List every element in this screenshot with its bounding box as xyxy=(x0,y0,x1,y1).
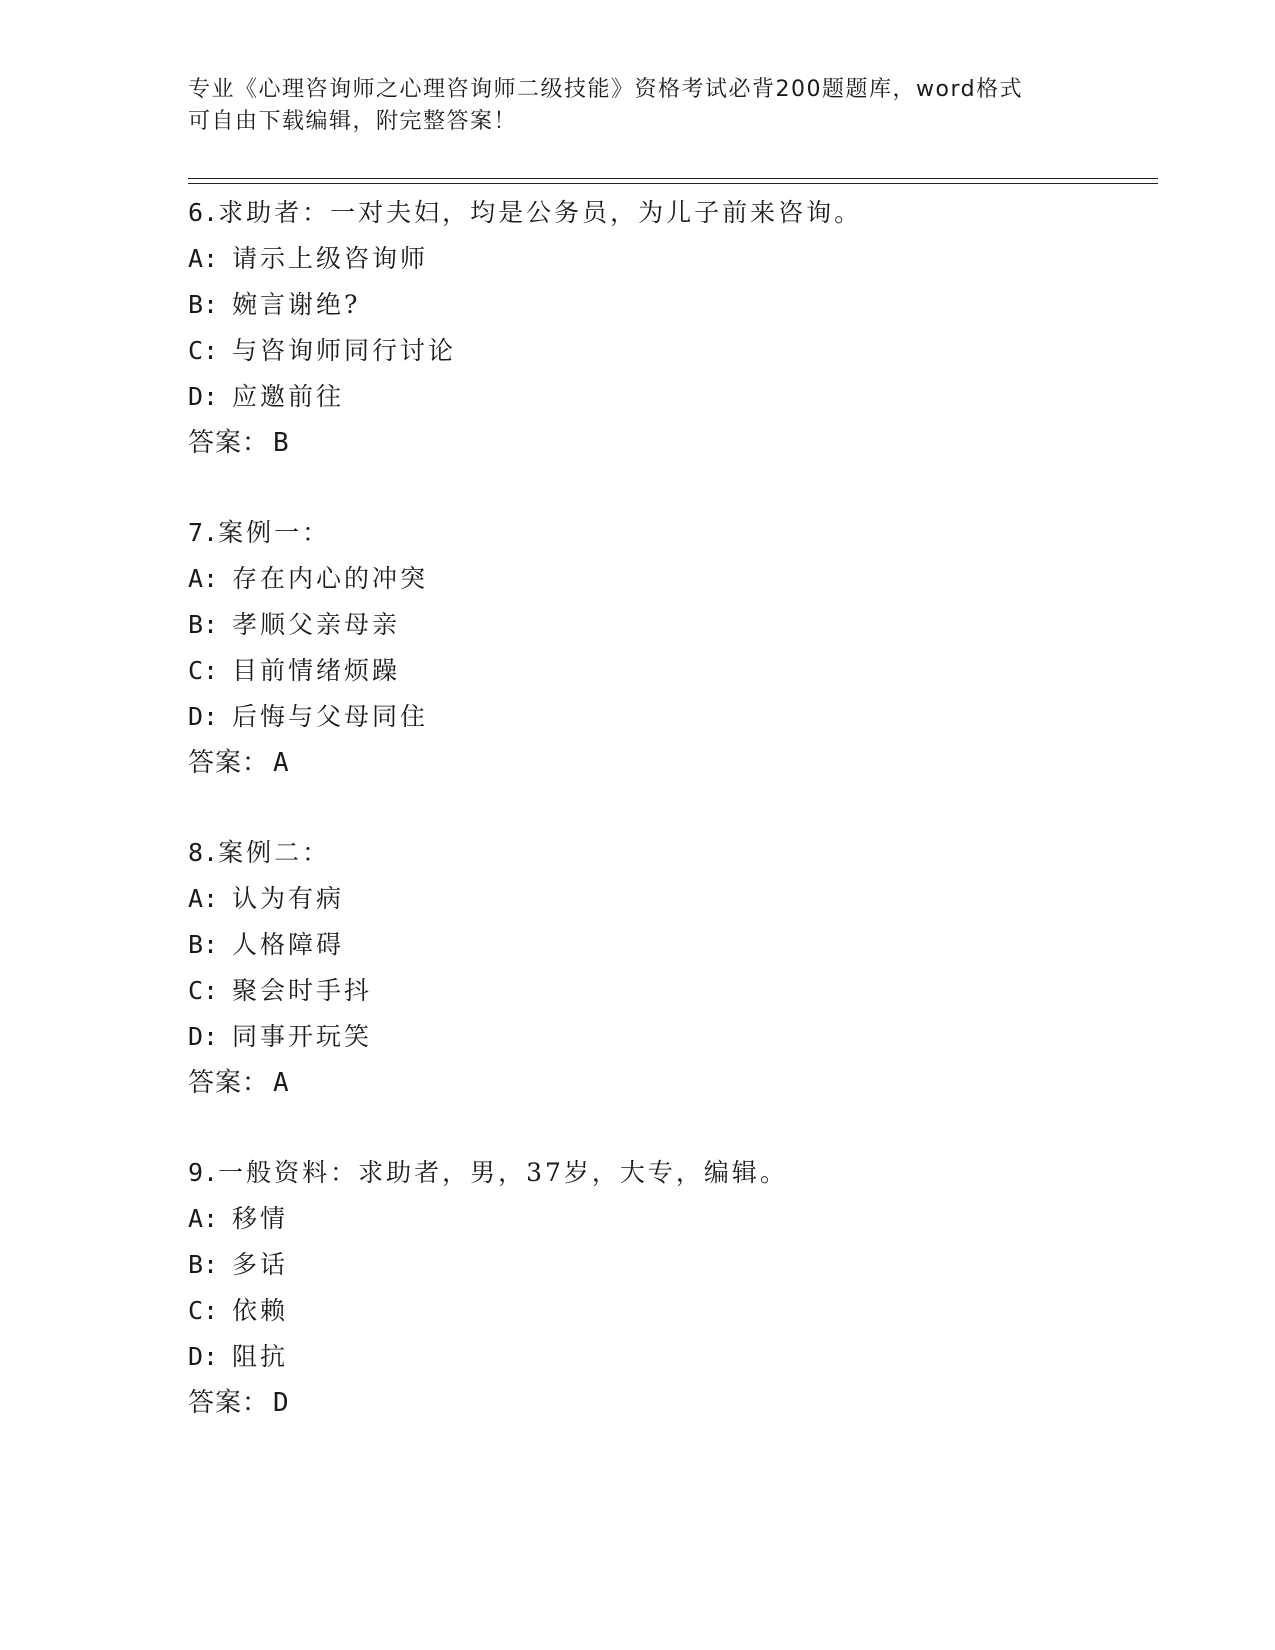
option-c xyxy=(188,328,862,374)
option-text: 聚会时手抖 xyxy=(232,976,373,1005)
option-b xyxy=(188,602,428,648)
question-text: 案例二： xyxy=(218,838,331,867)
option-key: C: xyxy=(188,336,219,365)
option-key: C: xyxy=(188,656,219,685)
header-divider-bottom xyxy=(188,183,1158,184)
option-b xyxy=(188,282,862,328)
option-d xyxy=(188,374,862,420)
option-key: B: xyxy=(188,930,219,959)
answer-line xyxy=(188,1060,372,1106)
question-text: 案例一： xyxy=(218,518,331,547)
question-number: 8. xyxy=(188,838,219,867)
option-a xyxy=(188,876,372,922)
answer-label: 答案： xyxy=(188,1068,270,1098)
answer-line xyxy=(188,420,862,466)
option-key: A: xyxy=(188,244,219,273)
option-c xyxy=(188,648,428,694)
answer-label: 答案： xyxy=(188,1388,270,1418)
option-text: 移情 xyxy=(232,1204,289,1233)
option-key: D: xyxy=(188,1342,219,1371)
question-number: 9. xyxy=(188,1158,219,1187)
question-8 xyxy=(188,830,372,1106)
option-text: 人格障碍 xyxy=(232,930,345,959)
answer-value: D xyxy=(273,1388,290,1418)
option-key: D: xyxy=(188,1022,219,1051)
option-key: D: xyxy=(188,382,219,411)
option-text: 婉言谢绝? xyxy=(232,290,361,319)
option-text: 阻抗 xyxy=(232,1342,289,1371)
question-number: 7. xyxy=(188,518,219,547)
option-d xyxy=(188,694,428,740)
answer-value: A xyxy=(273,748,290,778)
option-text: 应邀前往 xyxy=(232,382,345,411)
option-text: 目前情绪烦躁 xyxy=(232,656,401,685)
question-stem xyxy=(188,190,862,236)
option-d xyxy=(188,1334,788,1380)
option-c xyxy=(188,1288,788,1334)
option-d xyxy=(188,1014,372,1060)
option-key: B: xyxy=(188,1250,219,1279)
option-text: 依赖 xyxy=(232,1296,289,1325)
question-stem xyxy=(188,510,428,556)
option-key: A: xyxy=(188,564,219,593)
option-text: 请示上级咨询师 xyxy=(232,244,429,273)
answer-line xyxy=(188,1380,788,1426)
option-text: 与咨询师同行讨论 xyxy=(232,336,457,365)
question-stem xyxy=(188,830,372,876)
question-6 xyxy=(188,190,862,466)
option-key: D: xyxy=(188,702,219,731)
option-key: C: xyxy=(188,1296,219,1325)
header-line-1: 专业《心理咨询师之心理咨询师二级技能》资格考试必背200题题库，word格式 xyxy=(188,77,1024,102)
question-9 xyxy=(188,1150,788,1426)
option-b xyxy=(188,1242,788,1288)
option-key: A: xyxy=(188,1204,219,1233)
option-text: 认为有病 xyxy=(232,884,345,913)
option-text: 多话 xyxy=(232,1250,289,1279)
header-divider-top xyxy=(188,178,1158,179)
option-text: 后悔与父母同住 xyxy=(232,702,429,731)
answer-line xyxy=(188,740,428,786)
option-a xyxy=(188,556,428,602)
document-header xyxy=(188,74,1088,138)
header-line-2: 可自由下载编辑，附完整答案！ xyxy=(188,109,518,134)
question-7 xyxy=(188,510,428,786)
answer-label: 答案： xyxy=(188,428,270,458)
option-text: 存在内心的冲突 xyxy=(232,564,429,593)
option-key: B: xyxy=(188,290,219,319)
question-number: 6. xyxy=(188,198,219,227)
option-a xyxy=(188,236,862,282)
option-text: 孝顺父亲母亲 xyxy=(232,610,401,639)
question-text: 一般资料：求助者，男，37岁，大专，编辑。 xyxy=(218,1158,788,1187)
question-stem xyxy=(188,1150,788,1196)
option-key: B: xyxy=(188,610,219,639)
answer-value: A xyxy=(273,1068,290,1098)
option-a xyxy=(188,1196,788,1242)
option-b xyxy=(188,922,372,968)
option-text: 同事开玩笑 xyxy=(232,1022,373,1051)
option-c xyxy=(188,968,372,1014)
answer-value: B xyxy=(273,428,290,458)
question-text: 求助者：一对夫妇，均是公务员，为儿子前来咨询。 xyxy=(218,198,863,227)
option-key: A: xyxy=(188,884,219,913)
option-key: C: xyxy=(188,976,219,1005)
answer-label: 答案： xyxy=(188,748,270,778)
